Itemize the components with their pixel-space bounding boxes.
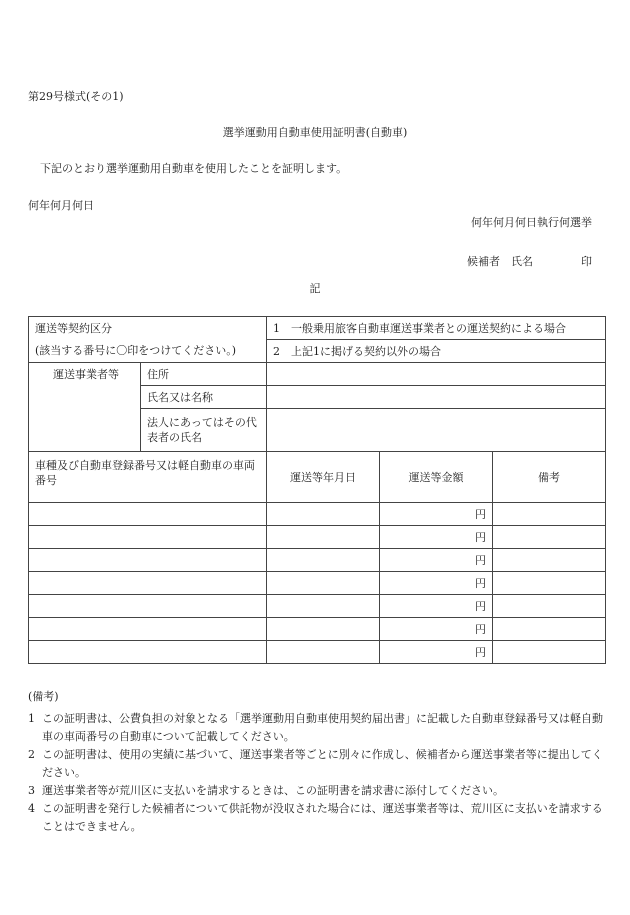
contract-option-1[interactable] — [267, 317, 606, 340]
date-cell[interactable] — [267, 618, 380, 641]
col-header-remarks: 備考 — [493, 452, 606, 503]
notes-section — [28, 688, 608, 836]
data-row — [29, 503, 606, 526]
seal-mark: 印 — [581, 255, 592, 268]
intro-text: 下記のとおり選挙運動用自動車を使用したことを証明します。 — [40, 162, 348, 175]
vehicle-cell[interactable] — [29, 549, 267, 572]
contract-option-2-text: 2 上記1に掲げる契約以外の場合 — [273, 344, 441, 358]
carrier-rep-label: 法人にあってはその代表者の氏名 — [141, 409, 267, 452]
remarks-cell[interactable] — [493, 595, 606, 618]
contract-option-2[interactable] — [267, 340, 606, 363]
amount-cell[interactable] — [380, 503, 493, 526]
date-cell[interactable] — [267, 503, 380, 526]
yen-unit: 円 — [475, 530, 486, 544]
contract-note-cell — [29, 340, 267, 363]
yen-unit: 円 — [475, 622, 486, 636]
vehicle-cell[interactable] — [29, 641, 267, 664]
carrier-name-field[interactable] — [267, 386, 606, 409]
vehicle-cell[interactable] — [29, 595, 267, 618]
document-title: 選挙運動用自動車使用証明書(自動車) — [222, 126, 408, 139]
remarks-cell[interactable] — [493, 641, 606, 664]
note-item — [28, 710, 608, 746]
amount-cell[interactable] — [380, 595, 493, 618]
amount-cell[interactable] — [380, 572, 493, 595]
remarks-cell[interactable] — [493, 572, 606, 595]
contract-option-1-text: 1 一般乗用旅客自動車運送事業者との運送契約による場合 — [273, 321, 566, 335]
note-item — [28, 800, 608, 836]
col-header-vehicle: 車種及び自動車登録番号又は軽自動車の車両番号 — [29, 452, 267, 503]
yen-unit: 円 — [475, 599, 486, 613]
vehicle-cell[interactable] — [29, 503, 267, 526]
note-number: 4 — [28, 802, 35, 815]
remarks-cell[interactable] — [493, 526, 606, 549]
date-cell[interactable] — [267, 595, 380, 618]
certificate-table — [28, 316, 606, 664]
amount-cell[interactable] — [380, 641, 493, 664]
vehicle-cell[interactable] — [29, 526, 267, 549]
amount-cell[interactable] — [380, 526, 493, 549]
note-number: 3 — [28, 784, 35, 797]
note-text: 運送事業者等が荒川区に支払いを請求するときは、この証明書を請求書に添付してください。 — [42, 784, 504, 797]
yen-unit: 円 — [475, 507, 486, 521]
carrier-rep-field[interactable] — [267, 409, 606, 452]
yen-unit: 円 — [475, 576, 486, 590]
data-row — [29, 526, 606, 549]
amount-cell[interactable] — [380, 549, 493, 572]
remarks-cell[interactable] — [493, 549, 606, 572]
yen-unit: 円 — [475, 645, 486, 659]
amount-cell[interactable] — [380, 618, 493, 641]
date-cell[interactable] — [267, 526, 380, 549]
date-cell[interactable] — [267, 549, 380, 572]
contract-label-cell — [29, 317, 267, 340]
note-item — [28, 782, 608, 800]
candidate-line — [467, 253, 592, 269]
data-row — [29, 595, 606, 618]
note-text: この証明書は、公費負担の対象となる「選挙運動用自動車使用契約届出書」に記載した自動車登録番号又は軽自動車の車両番号の自動車について記載してください。 — [42, 712, 603, 743]
ki-heading: 記 — [309, 282, 321, 295]
data-row — [29, 549, 606, 572]
data-row — [29, 572, 606, 595]
carrier-address-field[interactable] — [267, 363, 606, 386]
data-rows — [29, 503, 606, 664]
note-text: この証明書を発行した候補者について供託物が没収された場合には、運送事業者等は、荒川区に支払いを請求することはできません。 — [42, 802, 603, 833]
contract-note: (該当する番号に〇印をつけてください。) — [35, 344, 237, 358]
issue-date: 何年何月何日 — [28, 199, 94, 212]
note-text: この証明書は、使用の実績に基づいて、運送事業者等ごとに別々に作成し、候補者から運送事業者等に提出してください。 — [42, 748, 603, 779]
data-row — [29, 618, 606, 641]
carrier-address-label: 住所 — [141, 363, 267, 386]
contract-label: 運送等契約区分 — [35, 321, 112, 335]
date-cell[interactable] — [267, 641, 380, 664]
note-item — [28, 746, 608, 782]
note-number: 2 — [28, 748, 35, 761]
date-cell[interactable] — [267, 572, 380, 595]
notes-title: (備考) — [28, 690, 59, 703]
yen-unit: 円 — [475, 553, 486, 567]
note-number: 1 — [28, 712, 35, 725]
carrier-name-label: 氏名又は名称 — [141, 386, 267, 409]
col-header-amount: 運送等金額 — [380, 452, 493, 503]
carrier-label-cell — [29, 363, 141, 452]
vehicle-cell[interactable] — [29, 618, 267, 641]
remarks-cell[interactable] — [493, 503, 606, 526]
remarks-cell[interactable] — [493, 618, 606, 641]
election-name: 何年何月何日執行何選挙 — [471, 216, 592, 229]
col-header-date: 運送等年月日 — [267, 452, 380, 503]
vehicle-cell[interactable] — [29, 572, 267, 595]
form-number: 第29号様式(その1) — [28, 90, 124, 103]
carrier-label: 運送事業者等 — [53, 368, 119, 381]
candidate-label: 候補者 氏名 — [467, 255, 533, 268]
data-row — [29, 641, 606, 664]
